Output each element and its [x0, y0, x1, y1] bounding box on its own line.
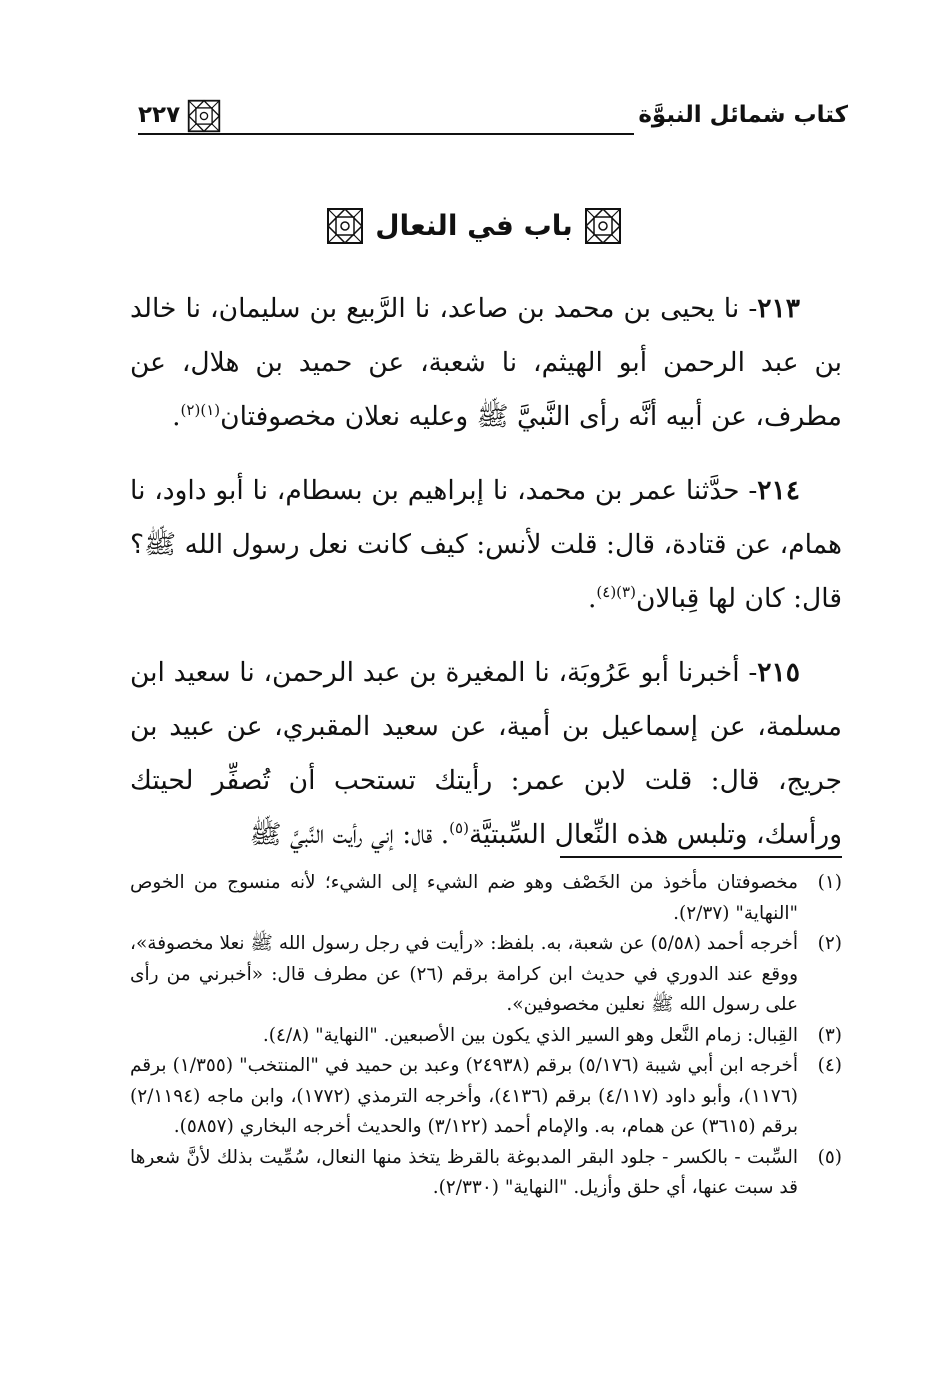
footnote-ref: (٥) [449, 819, 469, 838]
ornament-icon [325, 206, 365, 246]
footnote [130, 868, 842, 929]
footnote-separator [560, 856, 842, 858]
footnote-label: (٥) [817, 1146, 842, 1168]
hadith-number: ٢١٥ [757, 657, 800, 688]
footnote-text: القِبال: زمام النَّعل وهو السير الذي يكون بين الأصبعين. "النهاية" (٤/٨). [262, 1024, 798, 1046]
footnote-text: مخصوفتان مأخوذ من الخَصْف وهو ضم الشيء إلى الشيء؛ لأنه منسوج من الخوص "النهاية" (٢/٣٧). [130, 872, 798, 924]
page-number-group [138, 98, 222, 134]
footnote-label: (١) [817, 872, 842, 893]
hadith-text: - نا يحيى بن محمد بن صاعد، نا الرَّبيع بن سليمان، نا خالد بن عبد الرحمن أبو الهيثم، نا شعبة، عن حميد بن هلال، عن مطرف، عن أبيه أنَّه رأى النَّبيَّ ﷺ وعليه نعلان مخصوفتان [130, 293, 842, 432]
ornament-icon [186, 98, 222, 134]
chapter-heading [0, 206, 948, 246]
running-header [138, 90, 848, 134]
footnote-text: أخرجه ابن أبي شيبة (٥/١٧٦) برقم (٢٤٩٣٨) وعبد بن حميد في "المنتخب" (١/٣٥٥) برقم (١١٧٦)، وأبو داود (٤/١١٧) برقم (٤١٣٦)، وأخرجه الترمذي (١٧٧٢)، وابن ماجه (٢/١١٩٤) برقم (٣٦١٥) عن همام، به. والإمام أحمد (٣/١٢٢) والحديث أخرجه البخاري (٥٨٥٧). [130, 1055, 798, 1137]
hadith-text: - حدَّثنا عمر بن محمد، نا إبراهيم بن بسطام، نا أبو داود، نا همام، عن قتادة، قال: قلت لأنس: كيف كانت نعل رسول الله ﷺ؟ قال: كان لها قِبالان [130, 475, 842, 614]
book-title: كتاب شمائل النبوَّة [638, 102, 848, 128]
hadith-tail: . [172, 401, 181, 432]
hadith-tail: . قال: إني رأيت النَّبيَّ ﷺ [249, 819, 450, 850]
footnote-ref: (١)(٢) [180, 401, 221, 420]
main-text [130, 282, 842, 882]
hadith-number: ٢١٤ [757, 475, 800, 506]
footnote-label: (٣) [817, 1024, 842, 1046]
footnote-text: السِّبت - بالكسر - جلود البقر المدبوغة بالقرظ يتخذ منها النعال، سُمِّيت بذلك لأنَّ شعرها قد سبت عنها، أي حلق وأزيل. "النهاية" (٢/٣٣٠). [130, 1146, 798, 1198]
header-rule [138, 133, 634, 135]
footnote [130, 1143, 842, 1204]
hadith-paragraph [130, 464, 842, 626]
hadith-paragraph [130, 282, 842, 444]
footnote-label: (٤) [817, 1055, 842, 1076]
footnote-text: أخرجه أحمد (٥/٥٨) عن شعبة، به. بلفظ: «رأيت في رجل رسول الله ﷺ نعلا مخصوفة»، ووقع عند الدوري في حديث ابن كرامة برقم (٢٦) عن مطرف قال: «أخبرني من رأى على رسول الله ﷺ نعلين مخصوفين». [130, 933, 798, 1015]
footnote-ref: (٣)(٤) [596, 583, 636, 602]
footnote-label: (٢) [817, 933, 842, 954]
footnotes [130, 868, 842, 1204]
footnote [130, 1051, 842, 1143]
hadith-paragraph [130, 646, 842, 862]
footnote [130, 1021, 842, 1052]
hadith-text: - أخبرنا أبو عَرُوبَة، نا المغيرة بن عبد الرحمن، نا سعيد ابن مسلمة، عن إسماعيل بن أمية، عن سعيد المقبري، عن عبيد بن جريج، قال: قلت لابن عمر: رأيتك تستحب أن تُصفِّر لحيتك ورأسك، وتلبس هذه النِّعال السِّبتيَّة [130, 657, 842, 850]
chapter-title: باب في النعال [375, 209, 573, 242]
hadith-number: ٢١٣ [757, 293, 800, 324]
hadith-tail: . [587, 583, 597, 614]
ornament-icon [583, 206, 623, 246]
page-number: ٢٢٧ [138, 102, 181, 128]
footnote [130, 929, 842, 1021]
